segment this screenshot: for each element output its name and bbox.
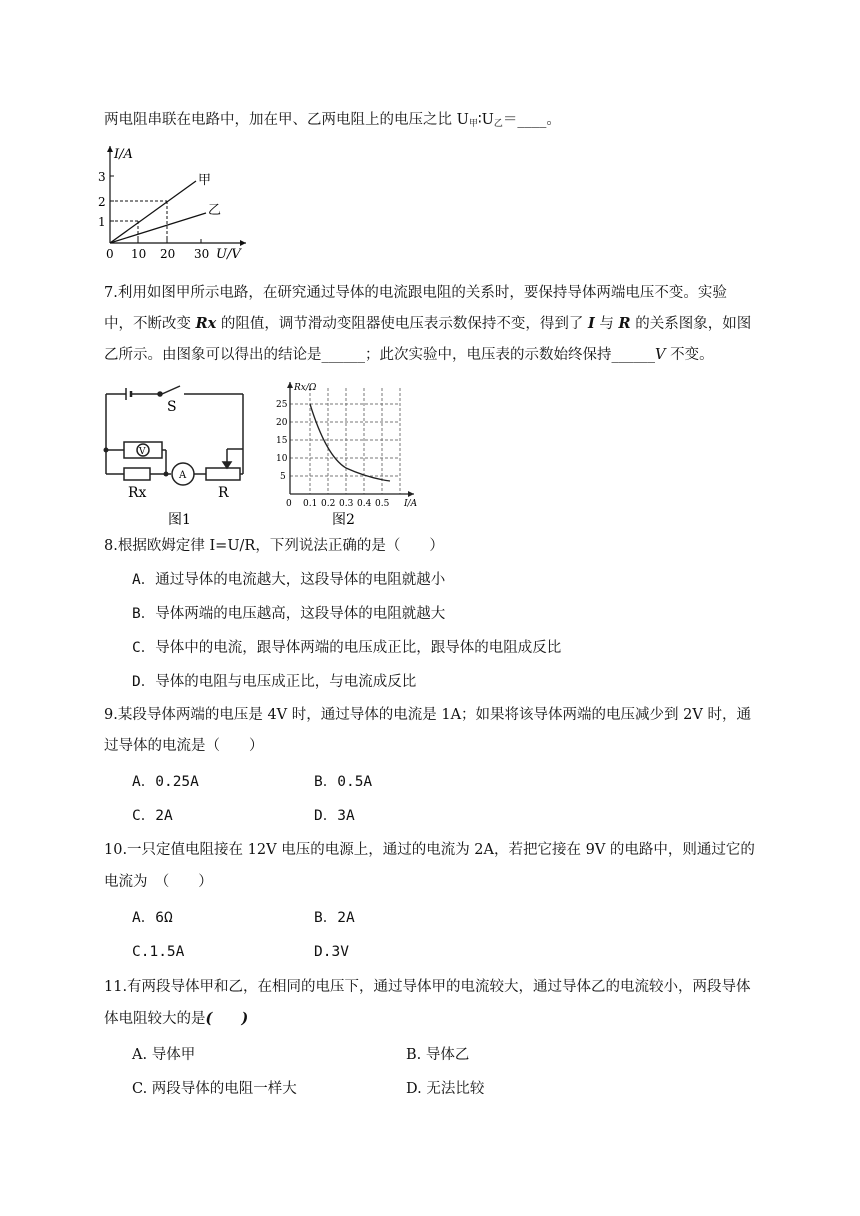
q9-line1: 9.某段导体两端的电压是 4V 时，通过导体的电流是 1A；如果将该导体两端的电压减少到 2V 时，通 (104, 707, 751, 723)
x-tick-10: 10 (131, 247, 147, 261)
q11-option-c: C. 两段导体的电阻一样大 (132, 1081, 297, 1097)
x-axis-label: I/A (404, 499, 418, 509)
rx-label: Rx (128, 485, 147, 501)
q8-option-a: A．通过导体的电流越大，这段导体的电阻就越小 (132, 572, 446, 588)
x-tick-30: 30 (194, 247, 210, 261)
y-tick-10: 10 (276, 454, 288, 464)
origin-label: 0 (286, 499, 292, 509)
q10-option-b: B．2A (314, 910, 355, 926)
q8-option-c: C．导体中的电流，跟导体两端的电压成正比，跟导体的电阻成反比 (132, 640, 562, 656)
y-tick-20: 20 (276, 418, 288, 428)
figure1-caption: 图1 (168, 512, 191, 528)
q11-option-a: A. 导体甲 (132, 1047, 196, 1063)
switch-label: S (167, 399, 177, 415)
q11-option-d: D. 无法比较 (406, 1081, 485, 1097)
y-tick-15: 15 (276, 436, 288, 446)
voltmeter-label: V (139, 447, 146, 457)
figure2-caption: 图2 (332, 512, 355, 528)
x-tick-05: 0.5 (375, 499, 390, 509)
q8-option-b: B．导体两端的电压越高，这段导体的电阻就越大 (132, 606, 446, 622)
y-tick-25: 25 (276, 400, 288, 410)
x-tick-20: 20 (160, 247, 176, 261)
q7-line1: 7.利用如图甲所示电路，在研究通过导体的电流跟电阻的关系时，要保持导体两端电压不变。实验 (104, 285, 727, 301)
x-tick-04: 0.4 (357, 499, 372, 509)
q7-circuit-diagram (100, 384, 250, 529)
q11-line1: 11.有两段导体甲和乙，在相同的电压下，通过导体甲的电流较大，通过导体乙的电流较小，两段导体 (104, 979, 751, 995)
q9-option-c: C．2A (132, 808, 173, 824)
q7-rx-i-graph (268, 378, 428, 530)
q9-option-d: D．3A (314, 808, 355, 824)
y-tick-5: 5 (280, 472, 286, 482)
q10-line1: 10.一只定值电阻接在 12V 电压的电源上，通过的电流为 2A，若把它接在 9V 的电路中，则通过它的 (104, 842, 755, 858)
x-tick-02: 0.2 (321, 499, 336, 509)
y-axis-label: I/A (114, 147, 133, 162)
label-jia: 甲 (198, 173, 212, 188)
q8-stem: 8.根据欧姆定律 I=U/R，下列说法正确的是（ ） (104, 538, 444, 554)
q10-line2: 电流为 （ ） (104, 874, 213, 890)
ammeter-label: A (179, 470, 187, 481)
label-yi: 乙 (208, 203, 222, 218)
q7-line2: 中，不断改变 Rx 的阻值，调节滑动变阻器使电压表示数保持不变，得到了 I 与 R 的关系图象，如图 (104, 315, 752, 332)
x-axis-label: U/V (216, 247, 241, 262)
q7-line3: 乙所示。由图象可以得出的结论是______；此次实验中，电压表的示数始终保持______V 不变。 (104, 347, 714, 363)
y-tick-1: 1 (98, 215, 106, 229)
q9-option-a: A．0.25A (132, 774, 199, 790)
q11-option-b: B. 导体乙 (406, 1047, 470, 1063)
y-tick-2: 2 (98, 195, 106, 209)
q8-option-d: D．导体的电阻与电压成正比，与电流成反比 (132, 674, 417, 690)
q10-option-d: D.3V (314, 944, 349, 960)
q10-option-a: A．6Ω (132, 910, 173, 926)
q6-iu-graph (96, 140, 256, 265)
origin-label: 0 (106, 247, 114, 261)
x-tick-03: 0.3 (339, 499, 354, 509)
r-label: R (218, 485, 229, 501)
x-tick-01: 0.1 (303, 499, 318, 509)
line-jia (110, 181, 196, 243)
q9-line2: 过导体的电流是（ ） (104, 738, 264, 754)
q10-option-c: C.1.5A (132, 944, 185, 960)
q6-text: 两电阻串联在电路中，加在甲、乙两电阻上的电压之比 $U_甲∶U_乙=\_\_\_\_$。 (104, 112, 561, 129)
y-tick-3: 3 (98, 170, 106, 184)
rx-i-curve (310, 404, 390, 481)
line-yi (110, 213, 206, 243)
q11-line2: 体电阻较大的是( ) (104, 1010, 249, 1027)
y-axis-label: Rx/Ω (294, 383, 317, 393)
q9-option-b: B．0.5A (314, 774, 373, 790)
